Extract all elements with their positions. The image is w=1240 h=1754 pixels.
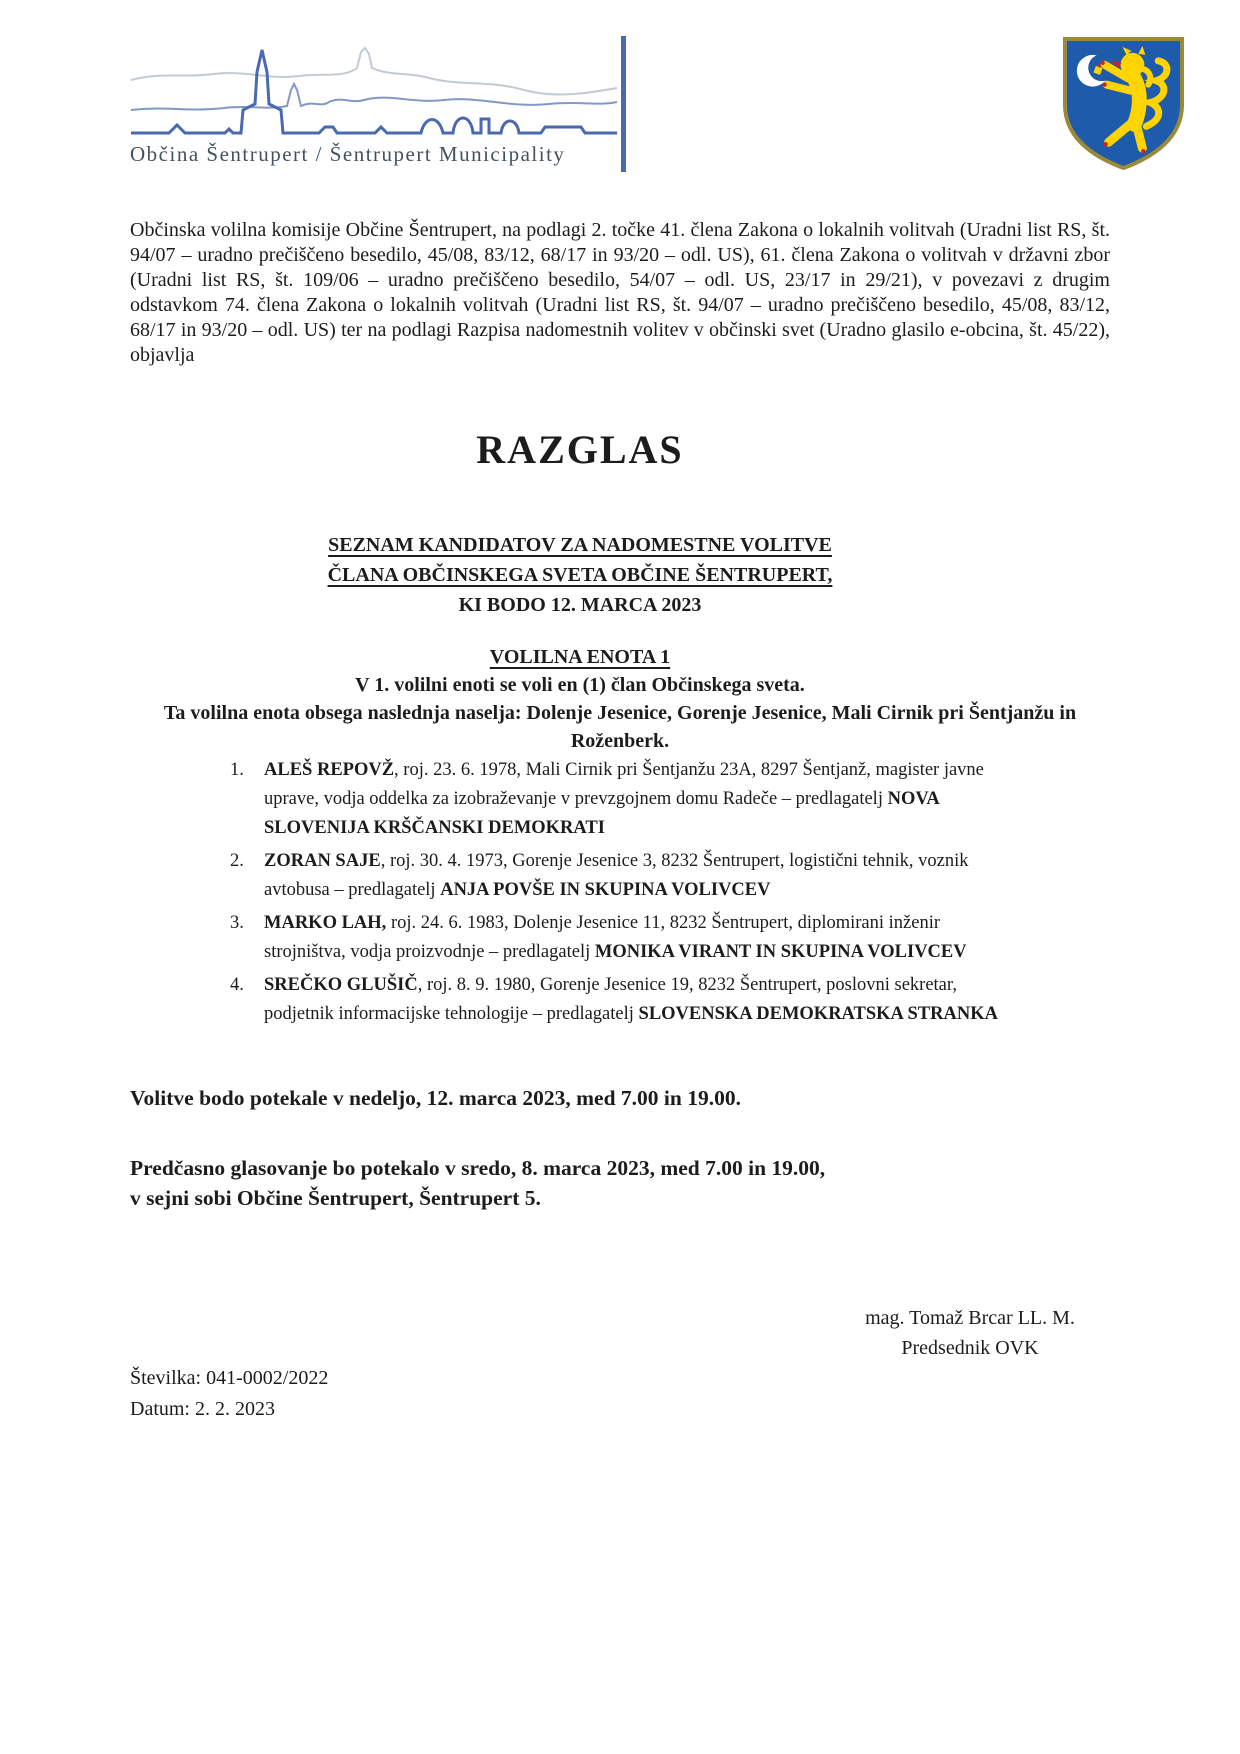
candidate-details: , roj. 8. 9. 1980, Gorenje Jesenice 19, 8232 Šentrupert, poslovni sekretar, podjetnik informacijske tehnologije – predlagatelj [264, 975, 957, 1024]
candidate-item [230, 909, 1000, 967]
municipality-logo-icon [128, 40, 620, 140]
candidate-entry [264, 756, 1000, 843]
signatory-name: mag. Tomaž Brcar LL. M. [865, 1307, 1075, 1329]
candidate-details: , roj. 30. 4. 1973, Gorenje Jesenice 3, 8232 Šentrupert, logistični tehnik, voznik avtobusa – predlagatelj [264, 851, 969, 900]
candidate-entry [264, 909, 1000, 967]
candidate-number: 3. [230, 913, 244, 933]
candidate-number: 1. [230, 760, 244, 780]
candidate-proposer: MONIKA VIRANT IN SKUPINA VOLIVCEV [594, 942, 967, 962]
candidate-item [230, 847, 1000, 905]
header-divider [621, 36, 626, 172]
candidate-name: ALEŠ REPOVŽ [264, 760, 395, 780]
candidate-details: roj. 24. 6. 1983, Dolenje Jesenice 11, 8232 Šentrupert, diplomirani inženir strojništva, vodja proizvodnje – predlagatelj [264, 913, 940, 962]
candidates-heading-line2: ČLANA OBČINSKEGA SVETA OBČINE ŠENTRUPERT, [327, 564, 833, 586]
electoral-unit-heading: VOLILNA ENOTA 1 [489, 646, 671, 668]
candidate-name: SREČKO GLUŠIČ [264, 975, 418, 995]
candidate-proposer: ANJA POVŠE IN SKUPINA VOLIVCEV [440, 880, 771, 900]
candidate-entry [264, 971, 1000, 1029]
early-voting-notice-line1: Predčasno glasovanje bo potekalo v sredo, 8. marca 2023, med 7.00 in 19.00, [130, 1156, 826, 1180]
candidates-heading [130, 530, 1030, 620]
coat-of-arms-icon [1058, 35, 1189, 172]
signature-block [830, 1303, 1110, 1363]
candidates-heading-line1: SEZNAM KANDIDATOV ZA NADOMESTNE VOLITVE [328, 534, 832, 556]
candidate-name: MARKO LAH, [264, 913, 387, 933]
document-date: Datum: 2. 2. 2023 [130, 1398, 275, 1420]
candidate-proposer: NOVA SLOVENIJA KRŠČANSKI DEMOKRATI [264, 789, 939, 838]
page-title: RAZGLAS [476, 427, 684, 472]
candidate-number: 4. [230, 975, 244, 995]
candidate-item [230, 756, 1000, 843]
electoral-unit-heading-block [130, 643, 1030, 699]
electoral-unit-description: Ta volilna enota obsega naslednja naselja: Dolenje Jesenice, Gorenje Jesenice, Mali Cirnik pri Šentjanžu in Roženberk. [163, 702, 1077, 752]
candidate-proposer: SLOVENSKA DEMOKRATSKA STRANKA [638, 1004, 998, 1024]
candidate-number: 2. [230, 851, 244, 871]
candidate-list [230, 756, 1000, 1029]
document-body [130, 218, 1110, 1425]
candidate-item [230, 971, 1000, 1029]
electoral-unit-subline: V 1. volilni enoti se voli en (1) član Občinskega sveta. [355, 674, 805, 696]
candidate-details: , roj. 23. 6. 1978, Mali Cirnik pri Šentjanžu 23A, 8297 Šentjanž, magister javne uprave, vodja oddelka za izobraževanje v prevzgojnem domu Radeče – predlagatelj [264, 760, 984, 809]
intro-paragraph: Občinska volilna komisije Občine Šentrupert, na podlagi 2. točke 41. člena Zakona o lokalnih volitvah (Uradni list RS, št. 94/07 – uradno prečiščeno besedilo, 45/08, 83/12, 68/17 in 93/20 – odl. US), 61. člena Zakona o volitvah v državni zbor (Uradni list RS, št. 109/06 – uradno prečiščeno besedilo, 54/07 – odl. US, 23/17 in 29/21), v povezavi z drugim odstavkom 74. člena Zakona o lokalnih volitvah (Uradni list RS, št. 94/07 – uradno prečiščeno besedilo, 45/08, 83/12, 68/17 in 93/20 – odl. US) ter na podlagi Razpisa nadomestnih volitev v občinski svet (Uradno glasilo e-obcina, št. 45/22), objavlja [130, 219, 1110, 366]
document-number: Številka: 041-0002/2022 [130, 1367, 329, 1389]
early-voting-notice-line2: v sejni sobi Občine Šentrupert, Šentrupert 5. [130, 1186, 541, 1210]
logo-caption: Občina Šentrupert / Šentrupert Municipality [130, 142, 566, 166]
election-date-notice: Volitve bodo potekale v nedeljo, 12. marca 2023, med 7.00 in 19.00. [130, 1086, 741, 1110]
candidate-entry [264, 847, 1000, 905]
document-ids [130, 1363, 1110, 1425]
candidate-name: ZORAN SAJE [264, 851, 381, 871]
signatory-title: Predsednik OVK [901, 1337, 1039, 1359]
candidates-heading-line3: KI BODO 12. MARCA 2023 [458, 594, 702, 616]
early-voting-notice [130, 1153, 1110, 1213]
